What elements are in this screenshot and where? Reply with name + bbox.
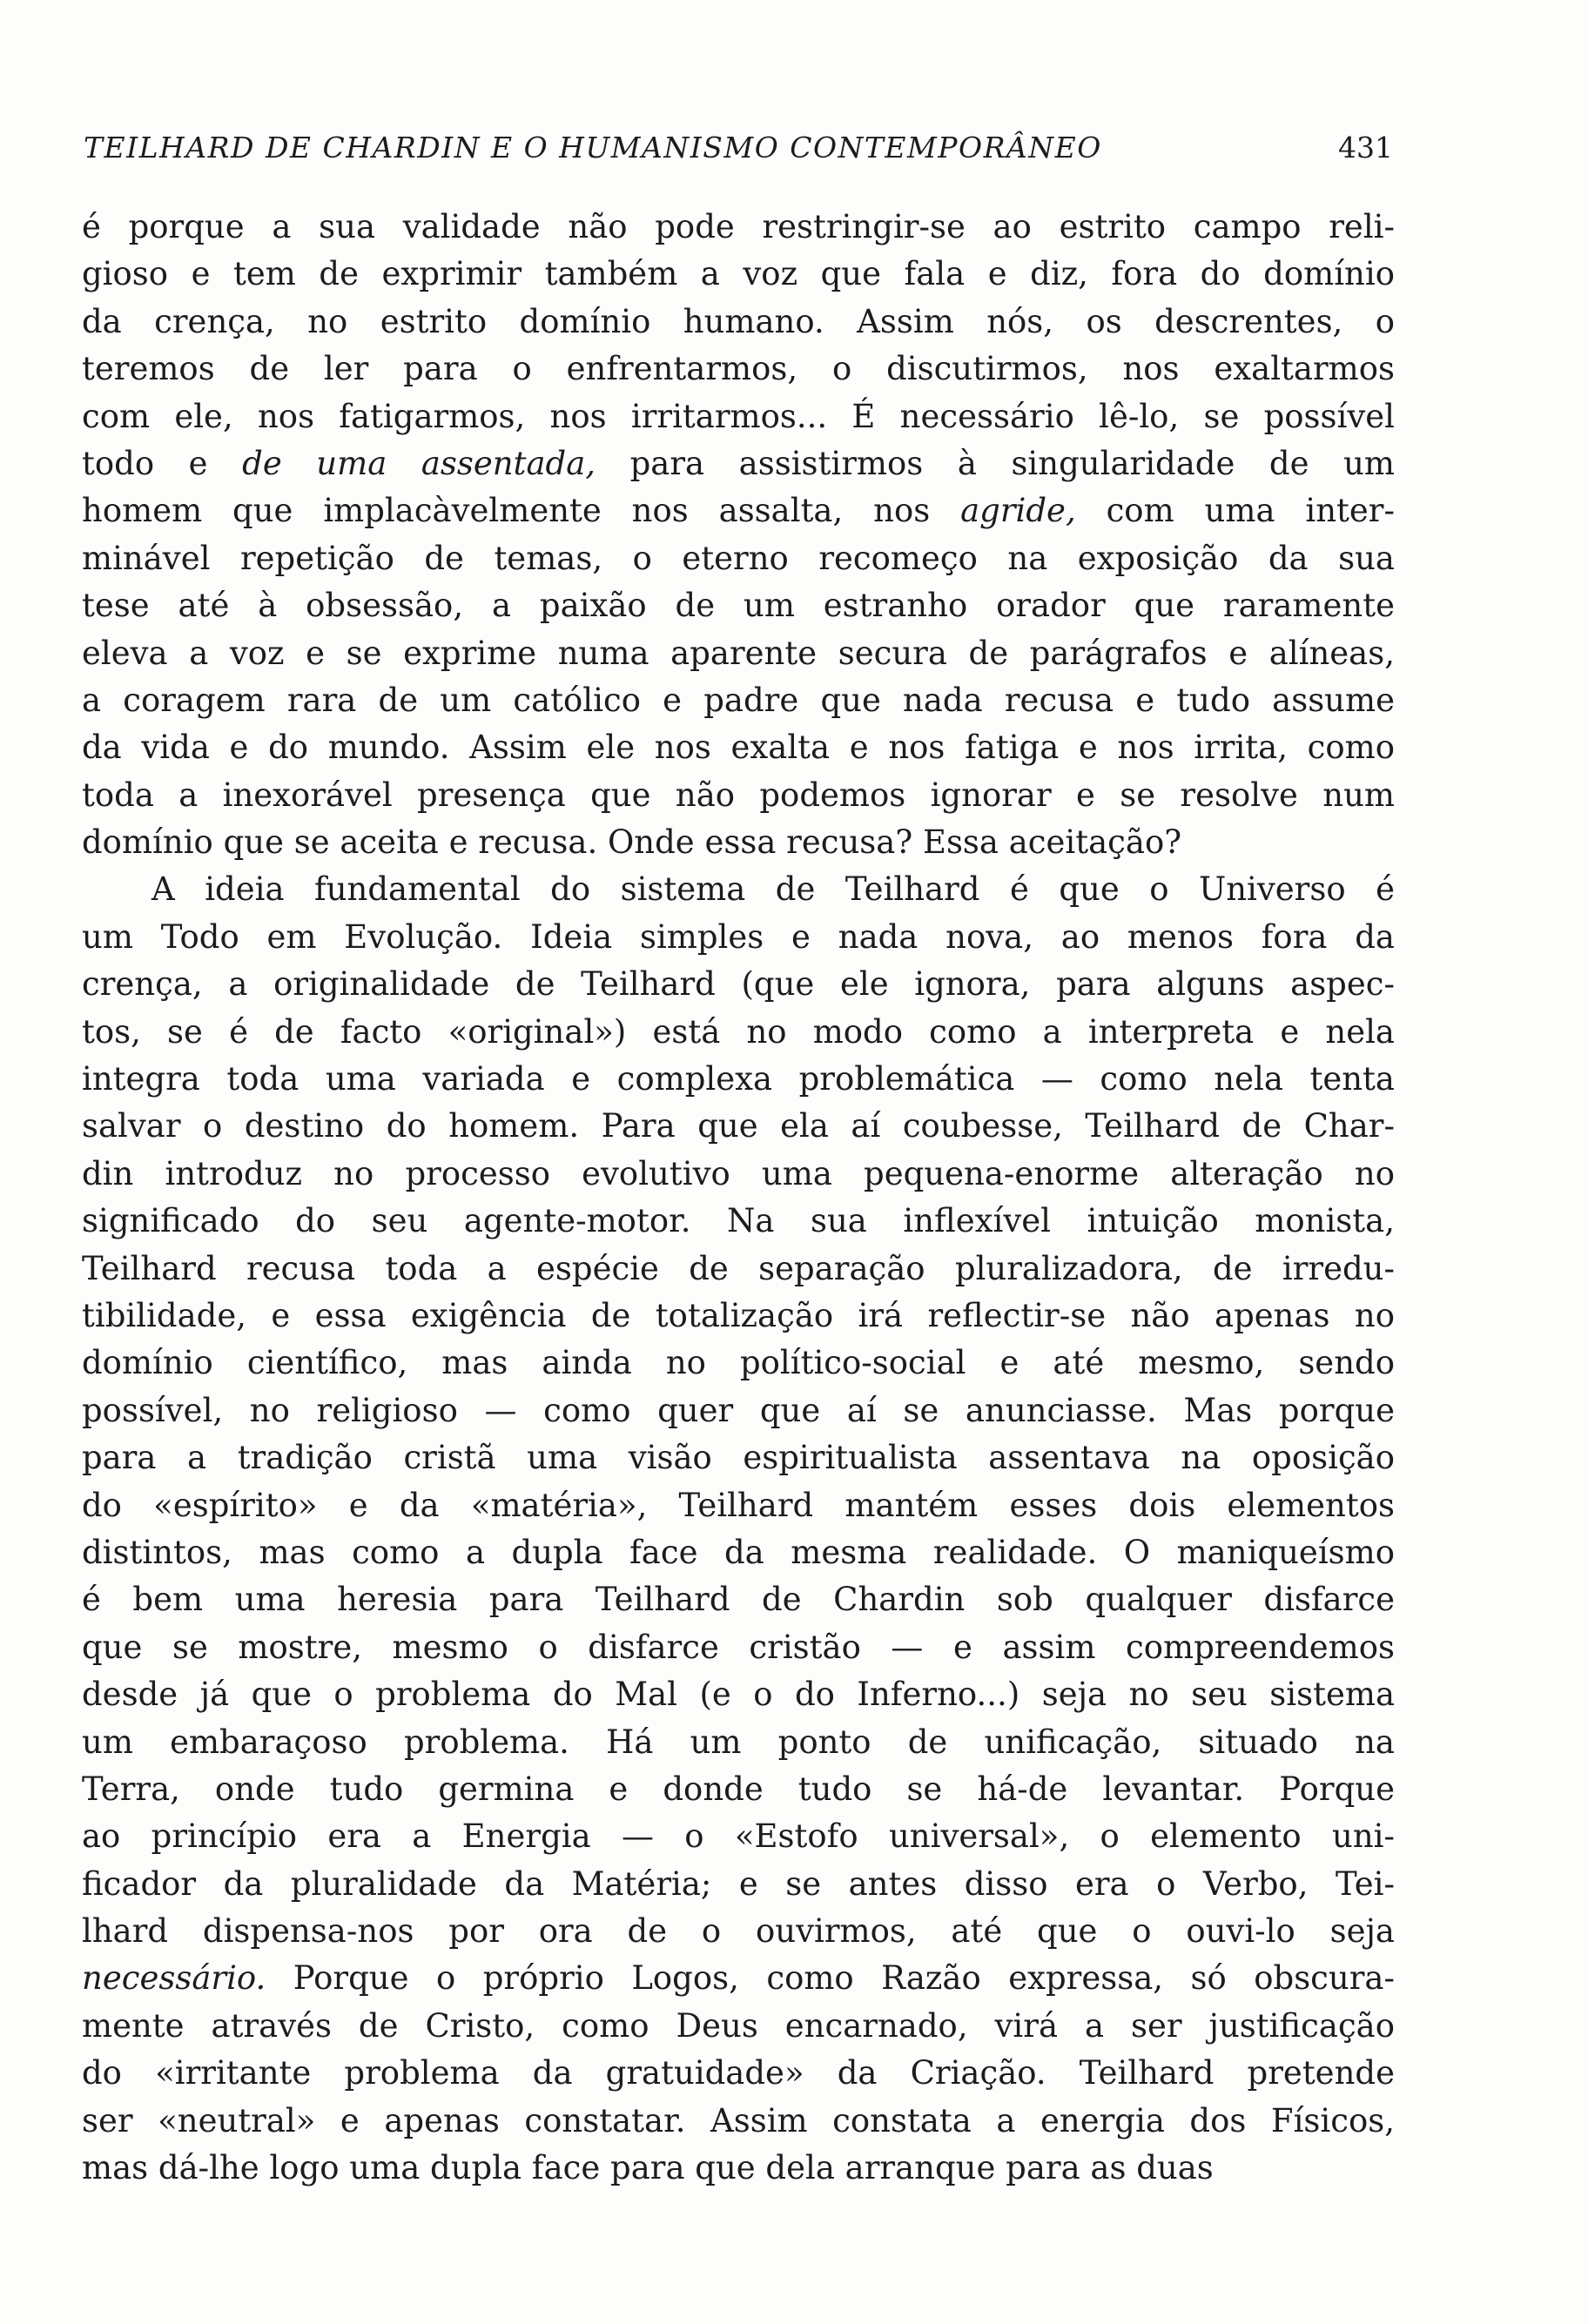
text-line [82,1009,1395,1056]
text-line [82,772,1395,819]
text-line [82,1198,1395,1245]
line-text: um Todo em Evolução. Ideia simples e nada nova, ao menos fora da [82,917,1395,956]
text-line [82,204,1395,251]
text-line [82,1766,1395,1813]
text-line [82,866,1395,913]
text-line [82,1861,1395,1908]
text-line [82,1293,1395,1340]
text-line [82,487,1395,534]
text-line [82,630,1395,677]
line-text: Teilhard recusa toda a espécie de separação pluralizadora, de irredu- [82,1249,1395,1287]
line-text: ao princípio era a Energia — o «Estofo universal», o elemento uni- [82,1817,1395,1856]
text-line [82,1529,1395,1576]
line-text: teremos de ler para o enfrentarmos, o discutirmos, nos exaltarmos [82,350,1395,388]
text-line [82,961,1395,1008]
italic-text: agride, [960,492,1076,530]
line-text: da vida e do mundo. Assim ele nos exalta e nos fatiga e nos irrita, como [82,729,1395,767]
text-line [82,2050,1395,2097]
text-line [82,1671,1395,1718]
text-line [82,2098,1395,2145]
text-line [82,346,1395,393]
line-text: homem que implacàvelmente nos assalta, nos [82,492,961,530]
line-text: tos, se é de facto «original») está no modo como a interpreta e nela [82,1012,1395,1051]
line-text: da crença, no estrito domínio humano. Assim nós, os descrentes, o [82,302,1395,340]
text-line [82,1576,1395,1623]
line-text: ser «neutral» e apenas constatar. Assim constata a energia dos Físicos, [82,2101,1395,2139]
body-text [82,204,1395,2192]
line-text: salvar o destino do homem. Para que ela aí coubesse, Teilhard de Char- [82,1107,1395,1145]
line-text: crença, a originalidade de Teilhard (que ele ignora, para alguns aspec- [82,965,1395,1004]
line-text: minável repetição de temas, o eterno recomeço na exposição da sua [82,539,1395,577]
text-line [82,1908,1395,1955]
line-text: A ideia fundamental do sistema de Teilhard é que o Universo é [151,870,1395,909]
text-line [82,819,1395,866]
line-text: Porque o próprio Logos, como Razão expressa, só obscura- [266,1959,1395,1998]
line-text: possível, no religioso — como quer que aí se anunciasse. Mas porque [82,1391,1395,1429]
italic-text: necessário. [82,1959,266,1998]
line-text: para a tradição cristã uma visão espiritualista assentava na oposição [82,1439,1395,1477]
text-line [82,2145,1395,2192]
line-text: toda a inexorável presença que não podemos ignorar e se resolve num [82,776,1395,814]
line-text: é bem uma heresia para Teilhard de Chardin sob qualquer disfarce [82,1581,1395,1619]
line-text: din introduz no processo evolutivo uma pequena-enorme alteração no [82,1154,1395,1192]
text-line [82,677,1395,724]
line-text: integra toda uma variada e complexa problemática — como nela tenta [82,1060,1395,1098]
text-line [82,1387,1395,1434]
line-text: eleva a voz e se exprime numa aparente secura de parágrafos e alíneas, [82,634,1395,672]
text-line [82,582,1395,629]
line-text: lhard dispensa-nos por ora de o ouvirmos, até que o ouvi-lo seja [82,1912,1395,1951]
text-line [82,440,1395,487]
line-text: gioso e tem de exprimir também a voz que fala e diz, fora do domínio [82,255,1395,293]
line-text: domínio científico, mas ainda no político-social e até mesmo, sendo [82,1344,1395,1382]
text-line [82,724,1395,771]
italic-text: de uma assentada, [242,444,596,482]
text-line [82,1103,1395,1150]
line-text: a coragem rara de um católico e padre que nada recusa e tudo assume [82,681,1395,719]
line-text: Terra, onde tudo germina e donde tudo se há-de levantar. Porque [82,1770,1395,1808]
text-line [82,1340,1395,1387]
text-line [82,2003,1395,2050]
text-line [82,914,1395,961]
line-text: tese até à obsessão, a paixão de um estranho orador que raramente [82,587,1395,625]
line-text: todo e [82,444,243,482]
line-text: um embaraçoso problema. Há um ponto de unificação, situado na [82,1723,1395,1761]
text-line [82,393,1395,440]
line-text: que se mostre, mesmo o disfarce cristão — e assim compreendemos [82,1628,1395,1666]
text-line [82,1246,1395,1293]
line-text: do «espírito» e da «matéria», Teilhard mantém esses dois elementos [82,1486,1395,1524]
line-text: com ele, nos fatigarmos, nos irritarmos... É necessário lê-lo, se possível [82,397,1395,435]
text-line [82,299,1395,346]
line-text: tibilidade, e essa exigência de totalização irá reflectir-se não apenas no [82,1296,1395,1334]
line-text: do «irritante problema da gratuidade» da Criação. Teilhard pretende [82,2054,1395,2092]
line-text: com uma inter- [1075,492,1395,530]
page-number: 431 [1338,131,1393,165]
line-text: mente através de Cristo, como Deus encarnado, virá a ser justificação [82,2006,1395,2045]
line-text: significado do seu agente-motor. Na sua inflexível intuição monista, [82,1202,1395,1240]
line-text: domínio que se aceita e recusa. Onde essa recusa? Essa aceitação? [82,823,1182,862]
text-line [82,1151,1395,1198]
line-text: distintos, mas como a dupla face da mesma realidade. O maniqueísmo [82,1533,1395,1571]
line-text: desde já que o problema do Mal (e o do Inferno...) seja no seu sistema [82,1676,1395,1714]
text-line [82,1719,1395,1766]
text-line [82,1482,1395,1529]
text-line [82,1624,1395,1671]
text-line [82,535,1395,582]
text-line [82,1955,1395,2002]
line-text: mas dá-lhe logo uma dupla face para que dela arranque para as duas [82,2149,1214,2187]
line-text: para assistirmos à singularidade de um [596,444,1395,482]
text-line [82,251,1395,298]
line-text: é porque a sua validade não pode restringir-se ao estrito campo reli- [82,208,1395,245]
text-line [82,1813,1395,1860]
text-line [82,1056,1395,1103]
line-text: ficador da pluralidade da Matéria; e se antes disso era o Verbo, Tei- [82,1864,1395,1903]
running-title: TEILHARD DE CHARDIN E O HUMANISMO CONTEMPORÂNEO [84,131,1102,165]
text-line [82,1434,1395,1481]
